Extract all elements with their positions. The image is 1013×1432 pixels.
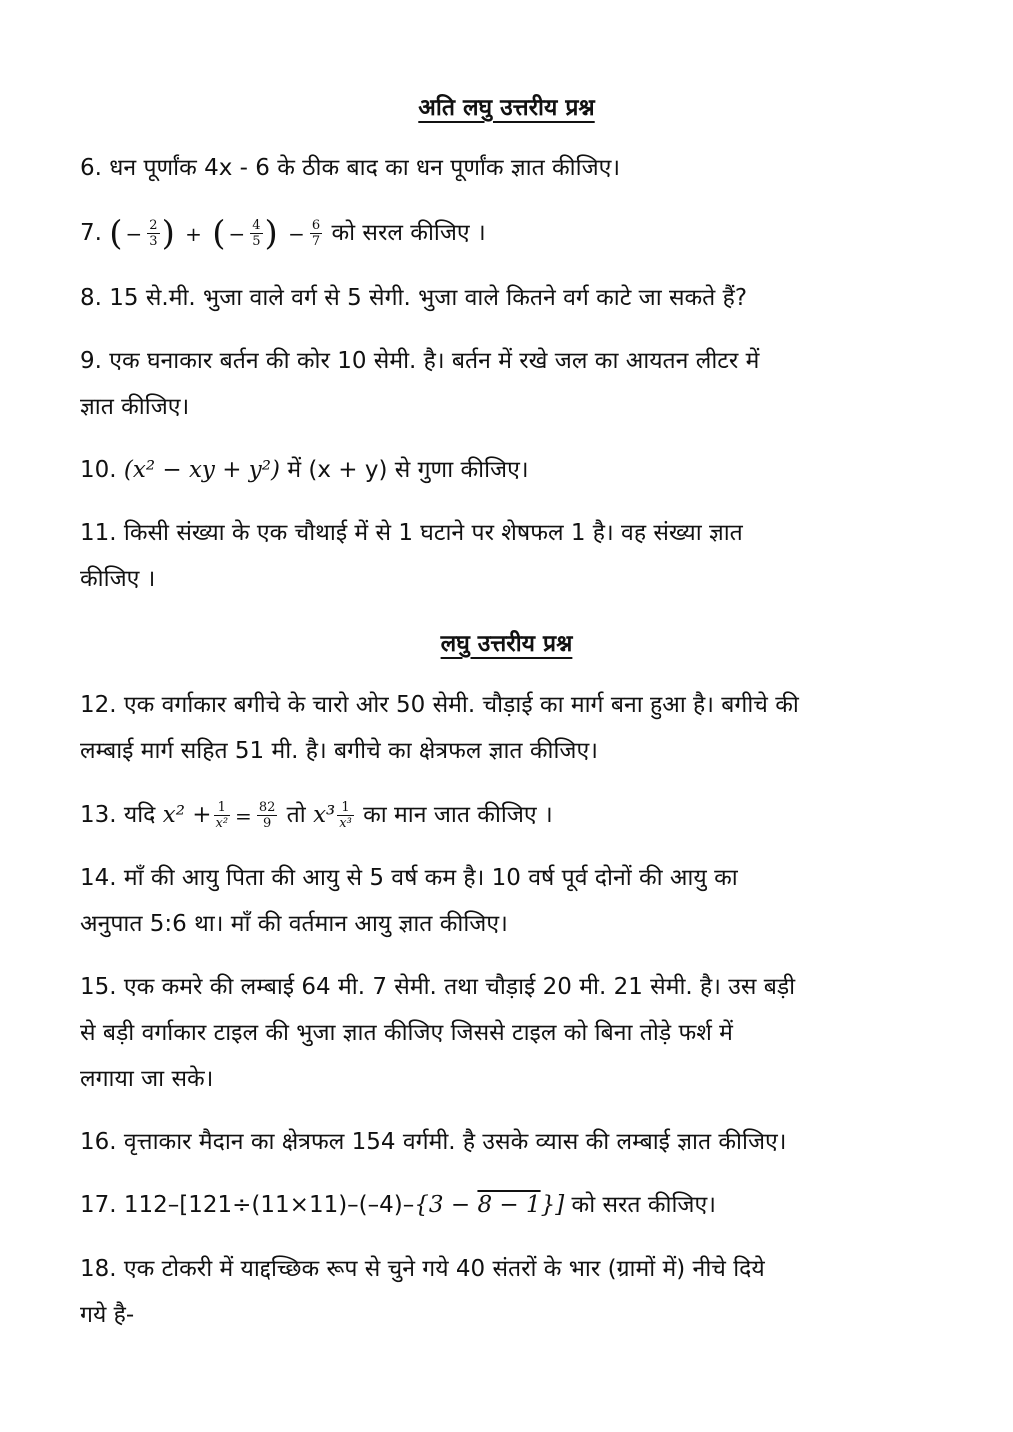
close-paren: )	[161, 213, 175, 254]
open-paren: (	[109, 213, 123, 254]
question-9-line-2: ज्ञात कीजिए।	[80, 394, 190, 420]
question-7-suffix: को सरल कीजिए ।	[331, 220, 486, 246]
question-12-line-2: लम्बाई मार्ग सहित 51 मी. है। बगीचे का क्षेत्रफल ज्ञात कीजिए।	[80, 738, 598, 764]
question-13-suffix: का मान जात कीजिए ।	[363, 802, 553, 828]
equals-sign: =	[235, 803, 252, 828]
question-6: 6. धन पूर्णांक 4x - 6 के ठीक बाद का धन पूर्णांक ज्ञात कीजिए।	[80, 155, 621, 181]
overline-term: 8 − 1	[477, 1192, 541, 1218]
fraction-6-7: $\frac{6}{7}$	[311, 218, 321, 249]
question-15-line-2: से बड़ी वर्गाकार टाइल की भुजा ज्ञात कीजिए जिससे टाइल को बिना तोड़े फर्श में	[80, 1020, 733, 1046]
question-10	[80, 447, 930, 493]
plus-sign: +	[185, 221, 202, 246]
minus-sign: −	[228, 221, 246, 246]
question-11-line-1: 11. किसी संख्या के एक चौथाई में से 1 घटाने पर शेषफल 1 है। वह संख्या ज्ञात	[80, 520, 743, 546]
x-squared-term: x² +	[162, 802, 212, 828]
question-9-line-1: 9. एक घनाकार बर्तन की कोर 10 सेमी. है। बर्तन में रखे जल का आयतन लीटर में	[80, 348, 760, 374]
question-13-prefix: 13. यदि	[80, 802, 156, 828]
fraction-1-x2: $\frac{1}{\text{x²}}$	[215, 800, 229, 831]
brace-close: }]	[540, 1192, 565, 1218]
fraction-2-3: $\frac{2}{3}$	[149, 218, 158, 249]
fraction-82-9: $\frac{82}{9}$	[258, 800, 276, 831]
section-heading-very-short: अति लघु उत्तरीय प्रश्न	[418, 95, 595, 121]
question-10-number: 10.	[80, 457, 117, 483]
question-18-line-2: गये है-	[80, 1302, 135, 1328]
question-7-number: 7.	[80, 220, 102, 246]
open-paren: (	[212, 213, 226, 254]
question-13-mid: तो	[286, 802, 306, 828]
section-heading-short: लघु उत्तरीय प्रश्न	[440, 631, 573, 657]
close-paren: )	[264, 213, 278, 254]
x-cubed-term: x³	[313, 802, 336, 828]
question-12-line-1: 12. एक वर्गाकार बगीचे के चारो ओर 50 सेमी. चौड़ाई का मार्ग बना हुआ है। बगीचे की	[80, 692, 799, 718]
question-16: 16. वृत्ताकार मैदान का क्षेत्रफल 154 वर्गमी. है उसके व्यास की लम्बाई ज्ञात कीजिए।	[80, 1129, 787, 1155]
question-17-prefix: 17. 112–[121÷(11×11)–(–4)–	[80, 1192, 415, 1218]
question-7	[80, 210, 930, 257]
fraction-4-5: $\frac{4}{5}$	[252, 218, 261, 249]
question-14-line-1: 14. माँ की आयु पिता की आयु से 5 वर्ष कम है। 10 वर्ष पूर्व दोनों की आयु का	[80, 865, 738, 891]
question-15-line-1: 15. एक कमरे की लम्बाई 64 मी. 7 सेमी. तथा चौड़ाई 20 मी. 21 सेमी. है। उस बड़ी	[80, 974, 796, 1000]
fraction-1-x3: $\frac{1}{\text{x³}}$	[339, 800, 352, 831]
polynomial-expression: (x² − xy + y²)	[123, 457, 280, 483]
question-15-line-3: लगाया जा सके।	[80, 1066, 214, 1092]
minus-sign: −	[288, 221, 305, 246]
question-11-line-2: कीजिए ।	[80, 566, 156, 592]
question-17-suffix: को सरत कीजिए।	[571, 1192, 716, 1218]
question-8: 8. 15 से.मी. भुजा वाले वर्ग से 5 सेगी. भुजा वाले कितने वर्ग काटे जा सकते हैं?	[80, 285, 748, 311]
brace-open: {3 −	[414, 1192, 478, 1218]
question-18-line-1: 18. एक टोकरी में याद्दच्छिक रूप से चुने गये 40 संतरों के भार (ग्रामों में) नीचे दिये	[80, 1256, 765, 1282]
question-14-line-2: अनुपात 5:6 था। माँ की वर्तमान आयु ज्ञात कीजिए।	[80, 911, 508, 937]
minus-sign: −	[125, 221, 143, 246]
question-10-suffix: में (x + y) से गुणा कीजिए।	[287, 457, 529, 483]
question-17	[80, 1182, 930, 1228]
question-13	[80, 792, 930, 839]
